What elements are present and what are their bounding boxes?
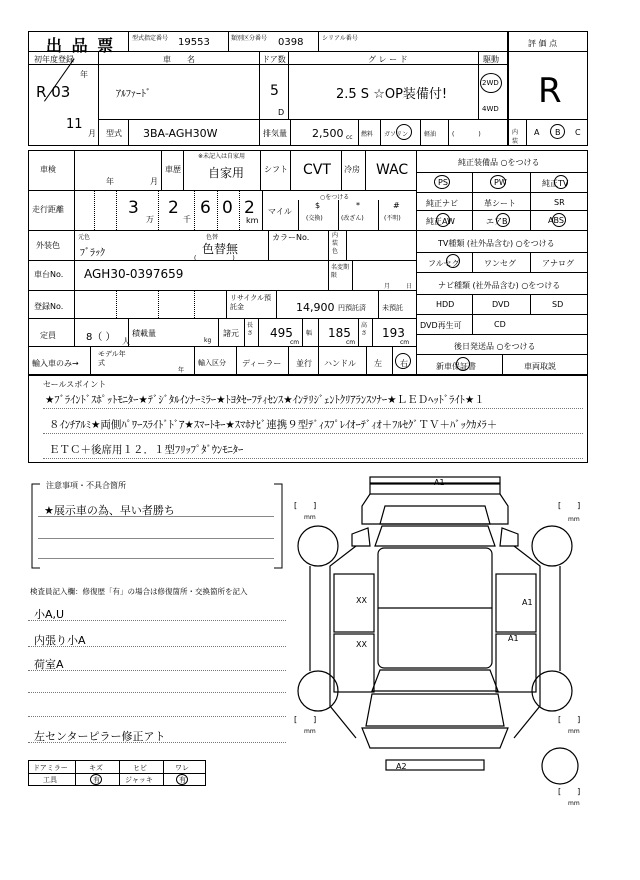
handle-left: 左 xyxy=(374,359,382,368)
mile-dollar-note: (交換) xyxy=(306,215,323,222)
navi-hdd: HDD xyxy=(436,300,455,309)
mileage-digit-1: 3 xyxy=(128,198,139,218)
mile-hash: # xyxy=(393,201,400,210)
interior-a: A xyxy=(534,128,540,137)
equip-ps-circle xyxy=(434,175,450,189)
model-year-unit: 年 xyxy=(178,367,185,374)
shift-label: シフト xyxy=(264,165,288,174)
mile-star: * xyxy=(356,201,360,210)
doors-label: ドア数 xyxy=(262,55,286,64)
handle-right-circle xyxy=(395,353,411,369)
regno-label: 登録No. xyxy=(34,302,64,311)
tire-spare-bracket: [ ] xyxy=(558,787,581,796)
equip-genuine-tv-circle xyxy=(554,175,568,189)
dealer-option: ディーラー xyxy=(242,359,282,368)
recycle-value: 14,900 xyxy=(296,301,335,314)
tv-oneseg: ワンセグ xyxy=(484,259,516,268)
equip-abs-circle xyxy=(552,213,566,227)
fuel-other: ( ) xyxy=(452,131,481,138)
ruibetsu-value: 0398 xyxy=(278,37,304,48)
fuel-diesel: 軽油 xyxy=(424,131,437,138)
color-number-label: カラーNo. xyxy=(272,233,310,242)
mileage-digit-4: 0 xyxy=(222,198,233,218)
form-title: 出 品 票 xyxy=(46,36,116,55)
grade-value: 2.5 S ☆OP装備付! xyxy=(336,87,448,102)
tire-fr-bracket: [ ] xyxy=(558,501,581,510)
legend-crack: ヒビ xyxy=(133,764,147,772)
later-ship-title: 後日発送品 ○をつける xyxy=(454,342,536,351)
kata-value: 19553 xyxy=(178,37,210,48)
navi-sd: SD xyxy=(552,300,564,309)
sales-line-3: ＥＴＣ＋後席用１２．１型ﾌﾘｯﾌﾟﾀﾞｳﾝﾓﾆﾀｰ xyxy=(49,444,244,456)
legend-table xyxy=(28,760,206,786)
color-change-value: 色替無 xyxy=(202,242,239,256)
mileage-km: km xyxy=(246,216,259,225)
first-reg-year-unit: 年 xyxy=(80,70,88,79)
usage-note: ※未記入は自家用 xyxy=(198,153,246,160)
later-manual: 車両取説 xyxy=(524,362,556,371)
inspector-line-1: 小A,U xyxy=(34,608,65,621)
tire-fl-bracket: [ ] xyxy=(294,501,317,510)
capacity-value: 8（ ） xyxy=(86,332,116,343)
transfer-day: 日 xyxy=(406,283,413,290)
width-label: 幅 xyxy=(306,330,313,337)
navi-type-title: ナビ種類 (社外品含む) ○をつける xyxy=(438,281,561,290)
mile-circle-note: ○をつける xyxy=(320,194,350,201)
usage-value: 自家用 xyxy=(208,166,245,180)
eval-label: 評 価 点 xyxy=(528,39,558,48)
color-change-paren: ( ) xyxy=(194,255,235,262)
height-value: 193 xyxy=(382,326,405,340)
legend-tool: 工具 xyxy=(43,776,57,784)
sales-points-label: セールスポイント xyxy=(43,380,107,389)
later-warranty: 新車保証書 xyxy=(436,362,476,371)
parallel-option: 並行 xyxy=(296,359,312,368)
displacement-label: 排気量 xyxy=(263,129,287,138)
orig-color-label: 元色 xyxy=(78,234,91,241)
info-section xyxy=(28,150,588,375)
length-value: 495 xyxy=(270,326,293,340)
height-unit: cm xyxy=(400,339,410,346)
interior-c: C xyxy=(575,128,581,137)
equip-leather: 革シート xyxy=(484,199,516,208)
width-value: 185 xyxy=(328,326,351,340)
legend-jack-status: 有 xyxy=(179,776,186,784)
tv-analog: アナログ xyxy=(542,259,574,268)
sales-points-box xyxy=(28,375,588,463)
first-reg-month: 11 xyxy=(66,117,83,132)
equip-aw-circle xyxy=(436,213,450,227)
chassis-label: 車台No. xyxy=(34,270,64,279)
damage-a1-top: A1 xyxy=(434,478,445,487)
inspector-line-3: 荷室A xyxy=(34,658,64,671)
exterior-label: 外装色 xyxy=(36,241,60,250)
legend-jack: ジャッキ xyxy=(125,776,153,784)
legend-scratch: キズ xyxy=(89,764,103,772)
mileage-label: 走行距離 xyxy=(32,205,64,214)
navi-cd: CD xyxy=(494,320,506,329)
grade-label: グ レ ー ド xyxy=(368,55,408,64)
legend-jack-circle xyxy=(176,774,188,785)
eval-score: R xyxy=(538,71,562,111)
navi-dvd: DVD xyxy=(492,300,510,309)
sales-line-1: ★ﾌﾞﾗｲﾝﾄﾞｽﾎﾟｯﾄﾓﾆﾀｰ★ﾃﾞｼﾞﾀﾙｲﾝﾅｰﾐﾗｰ★ﾄﾖﾀｾｰﾌﾃｨｾﾝｽ★ｲﾝﾃﾘｼﾞｪﾝﾄｸﾘｱﾗﾝｽｿﾅｰ★ＬＥＤﾍｯﾄﾞﾗｲﾄ★１ xyxy=(45,394,485,406)
equip-genuine-aw: 純正AW xyxy=(426,217,455,226)
displacement-unit: cc xyxy=(346,134,353,141)
first-reg-era-year: R 03 xyxy=(36,83,71,101)
damage-a2-bottom: A2 xyxy=(396,762,407,771)
inspector-label: 検査員記入欄：修復歴「有」の場合は修復箇所・交換箇所を記入 xyxy=(30,587,248,596)
header-section xyxy=(28,31,588,146)
fuel-label: 燃料 xyxy=(361,131,374,138)
kata-label: 型式指定番号 xyxy=(132,35,169,42)
mileage-digit-3: 6 xyxy=(200,198,211,218)
tire-rr-bracket: [ ] xyxy=(558,715,581,724)
legend-mirror: ドアミラー xyxy=(33,764,68,772)
inspector-line-4: 左センターピラー修正アト xyxy=(34,730,166,743)
mileage-digit-5: 2 xyxy=(244,198,255,218)
length-label: 長さ xyxy=(247,322,254,337)
tire-spare-unit: mm xyxy=(568,800,580,807)
length-unit: cm xyxy=(290,339,300,346)
first-reg-label: 初年度登録 xyxy=(34,55,74,64)
tire-rl-unit: mm xyxy=(304,728,316,735)
usage-label: 車歴 xyxy=(165,165,181,174)
caution-label: 注意事項・不具合箇所 xyxy=(46,481,126,490)
drive-4wd: 4WD xyxy=(482,105,499,113)
doors-suffix: D xyxy=(278,108,285,117)
mile-star-note: (改ざん) xyxy=(341,215,364,222)
damage-a1-front-right: A1 xyxy=(522,598,533,607)
drive-label: 駆動 xyxy=(483,55,499,64)
legend-tool-status: 有 xyxy=(93,776,100,784)
fuel-gasoline-circle xyxy=(396,124,412,140)
equip-airbag-circle xyxy=(496,213,510,227)
recycle-unit: 円預託済 xyxy=(338,304,366,312)
ac-value: WAC xyxy=(376,162,409,178)
model-value: 3BA-AGH30W xyxy=(143,127,218,140)
tire-rr-unit: mm xyxy=(568,728,580,735)
displacement-value: 2,500 xyxy=(312,127,344,140)
caution-box xyxy=(28,480,286,572)
inspector-line-2: 内張り小A xyxy=(34,634,86,647)
handle-label: ハンドル xyxy=(324,359,356,368)
equip-abs: ABS xyxy=(548,216,564,225)
transfer-month: 月 xyxy=(384,283,391,290)
mile-dollar: $ xyxy=(315,201,321,210)
tv-fullseg-circle xyxy=(446,254,460,268)
serial-label: シリアル番号 xyxy=(322,35,358,42)
transfer-label: 名変期限 xyxy=(331,264,350,279)
mileage-sen: 千 xyxy=(183,215,191,224)
damage-xx-rear-left: XX xyxy=(356,640,367,649)
damage-xx-front-left: XX xyxy=(356,596,367,605)
shaken-month: 月 xyxy=(150,177,158,186)
car-damage-diagram xyxy=(290,476,590,806)
equip-pw-circle xyxy=(490,175,506,189)
capacity-unit: 人 xyxy=(122,337,130,346)
car-name-value: ｱﾙﾌｧｰﾄﾞ xyxy=(116,89,151,100)
recycle-label: リサイクル預託金 xyxy=(230,294,272,311)
tire-fl-unit: mm xyxy=(304,514,316,521)
doors-value: 5 xyxy=(270,83,279,99)
shift-value: CVT xyxy=(303,162,331,178)
equip-sr: SR xyxy=(554,198,565,207)
shaken-year: 年 xyxy=(106,177,114,186)
equip-genuine-tv: 純正TV xyxy=(542,179,569,188)
fuel-gasoline: ガソリン xyxy=(384,131,409,138)
equip-pw: PW xyxy=(494,178,507,187)
ac-label: 冷房 xyxy=(344,165,360,174)
drive-2wd: 2WD xyxy=(482,79,499,87)
tire-fr-unit: mm xyxy=(568,516,580,523)
tv-fullseg: フルセグ xyxy=(428,259,460,268)
width-unit: cm xyxy=(346,339,356,346)
model-year-label: モデル年式 xyxy=(98,350,126,367)
car-name-label: 車 名 xyxy=(163,55,195,64)
first-reg-month-unit: 月 xyxy=(88,129,96,138)
interior-color-label: 内装色 xyxy=(332,232,339,255)
capacity-label: 定員 xyxy=(40,331,56,340)
load-unit: kg xyxy=(204,337,212,344)
genuine-equip-title: 純正装備品 ○をつける xyxy=(458,158,540,167)
mile-hash-note: (不明) xyxy=(384,215,401,222)
equip-ps: PS xyxy=(438,178,448,187)
legend-break: ワレ xyxy=(175,764,189,772)
ruibetsu-label: 類別区分番号 xyxy=(231,35,268,42)
mileage-man: 万 xyxy=(146,215,154,224)
equip-airbag: エアB xyxy=(486,217,508,226)
mile-label: マイル xyxy=(268,207,292,216)
shaken-label: 車検 xyxy=(40,165,56,174)
import-label: 輸入車のみ→ xyxy=(32,359,79,368)
interior-b-circle xyxy=(550,124,565,139)
chassis-value: AGH30-0397659 xyxy=(84,267,184,281)
later-warranty-circle xyxy=(456,357,470,371)
tire-rl-bracket: [ ] xyxy=(294,715,317,724)
dims-label: 諸元 xyxy=(223,329,239,338)
load-label: 積載量 xyxy=(132,329,156,338)
mileage-digit-2: 2 xyxy=(168,198,179,218)
height-label: 高さ xyxy=(361,322,368,337)
tv-type-title: TV種類 (社外品含む) ○をつける xyxy=(438,239,555,248)
damage-a1-rear-right: A1 xyxy=(508,634,519,643)
sales-line-2: ８ｲﾝﾁｱﾙﾐ★両側ﾊﾟﾜｰｽﾗｲﾄﾞﾄﾞｱ★ｽﾏｰﾄｷｰ★ｽﾏﾎﾅﾋﾞ連携９型ﾃﾞｨｽﾌﾟﾚｲｵｰﾃﾞｨｵ＋ﾌﾙｾｸﾞＴＶ＋ﾊﾞｯｸｶﾒﾗ＋ xyxy=(49,419,498,431)
legend-tool-circle xyxy=(90,774,102,785)
import-type-label: 輸入区分 xyxy=(198,359,226,367)
color-change-label: 色替 xyxy=(206,234,219,241)
interior-label: 内装 xyxy=(512,129,519,145)
handle-right: 右 xyxy=(400,359,408,368)
orig-color-value: ﾌﾞﾗｯｸ xyxy=(80,248,105,259)
model-label: 型式 xyxy=(106,129,122,138)
equip-genuine-navi: 純正ナビ xyxy=(426,199,458,208)
caution-text: ★展示車の為、早い者勝ち xyxy=(44,504,175,517)
navi-dvd-play: DVD再生可 xyxy=(420,321,462,330)
recycle-unpaid: 未預託 xyxy=(382,304,403,312)
interior-b: B xyxy=(555,128,561,137)
